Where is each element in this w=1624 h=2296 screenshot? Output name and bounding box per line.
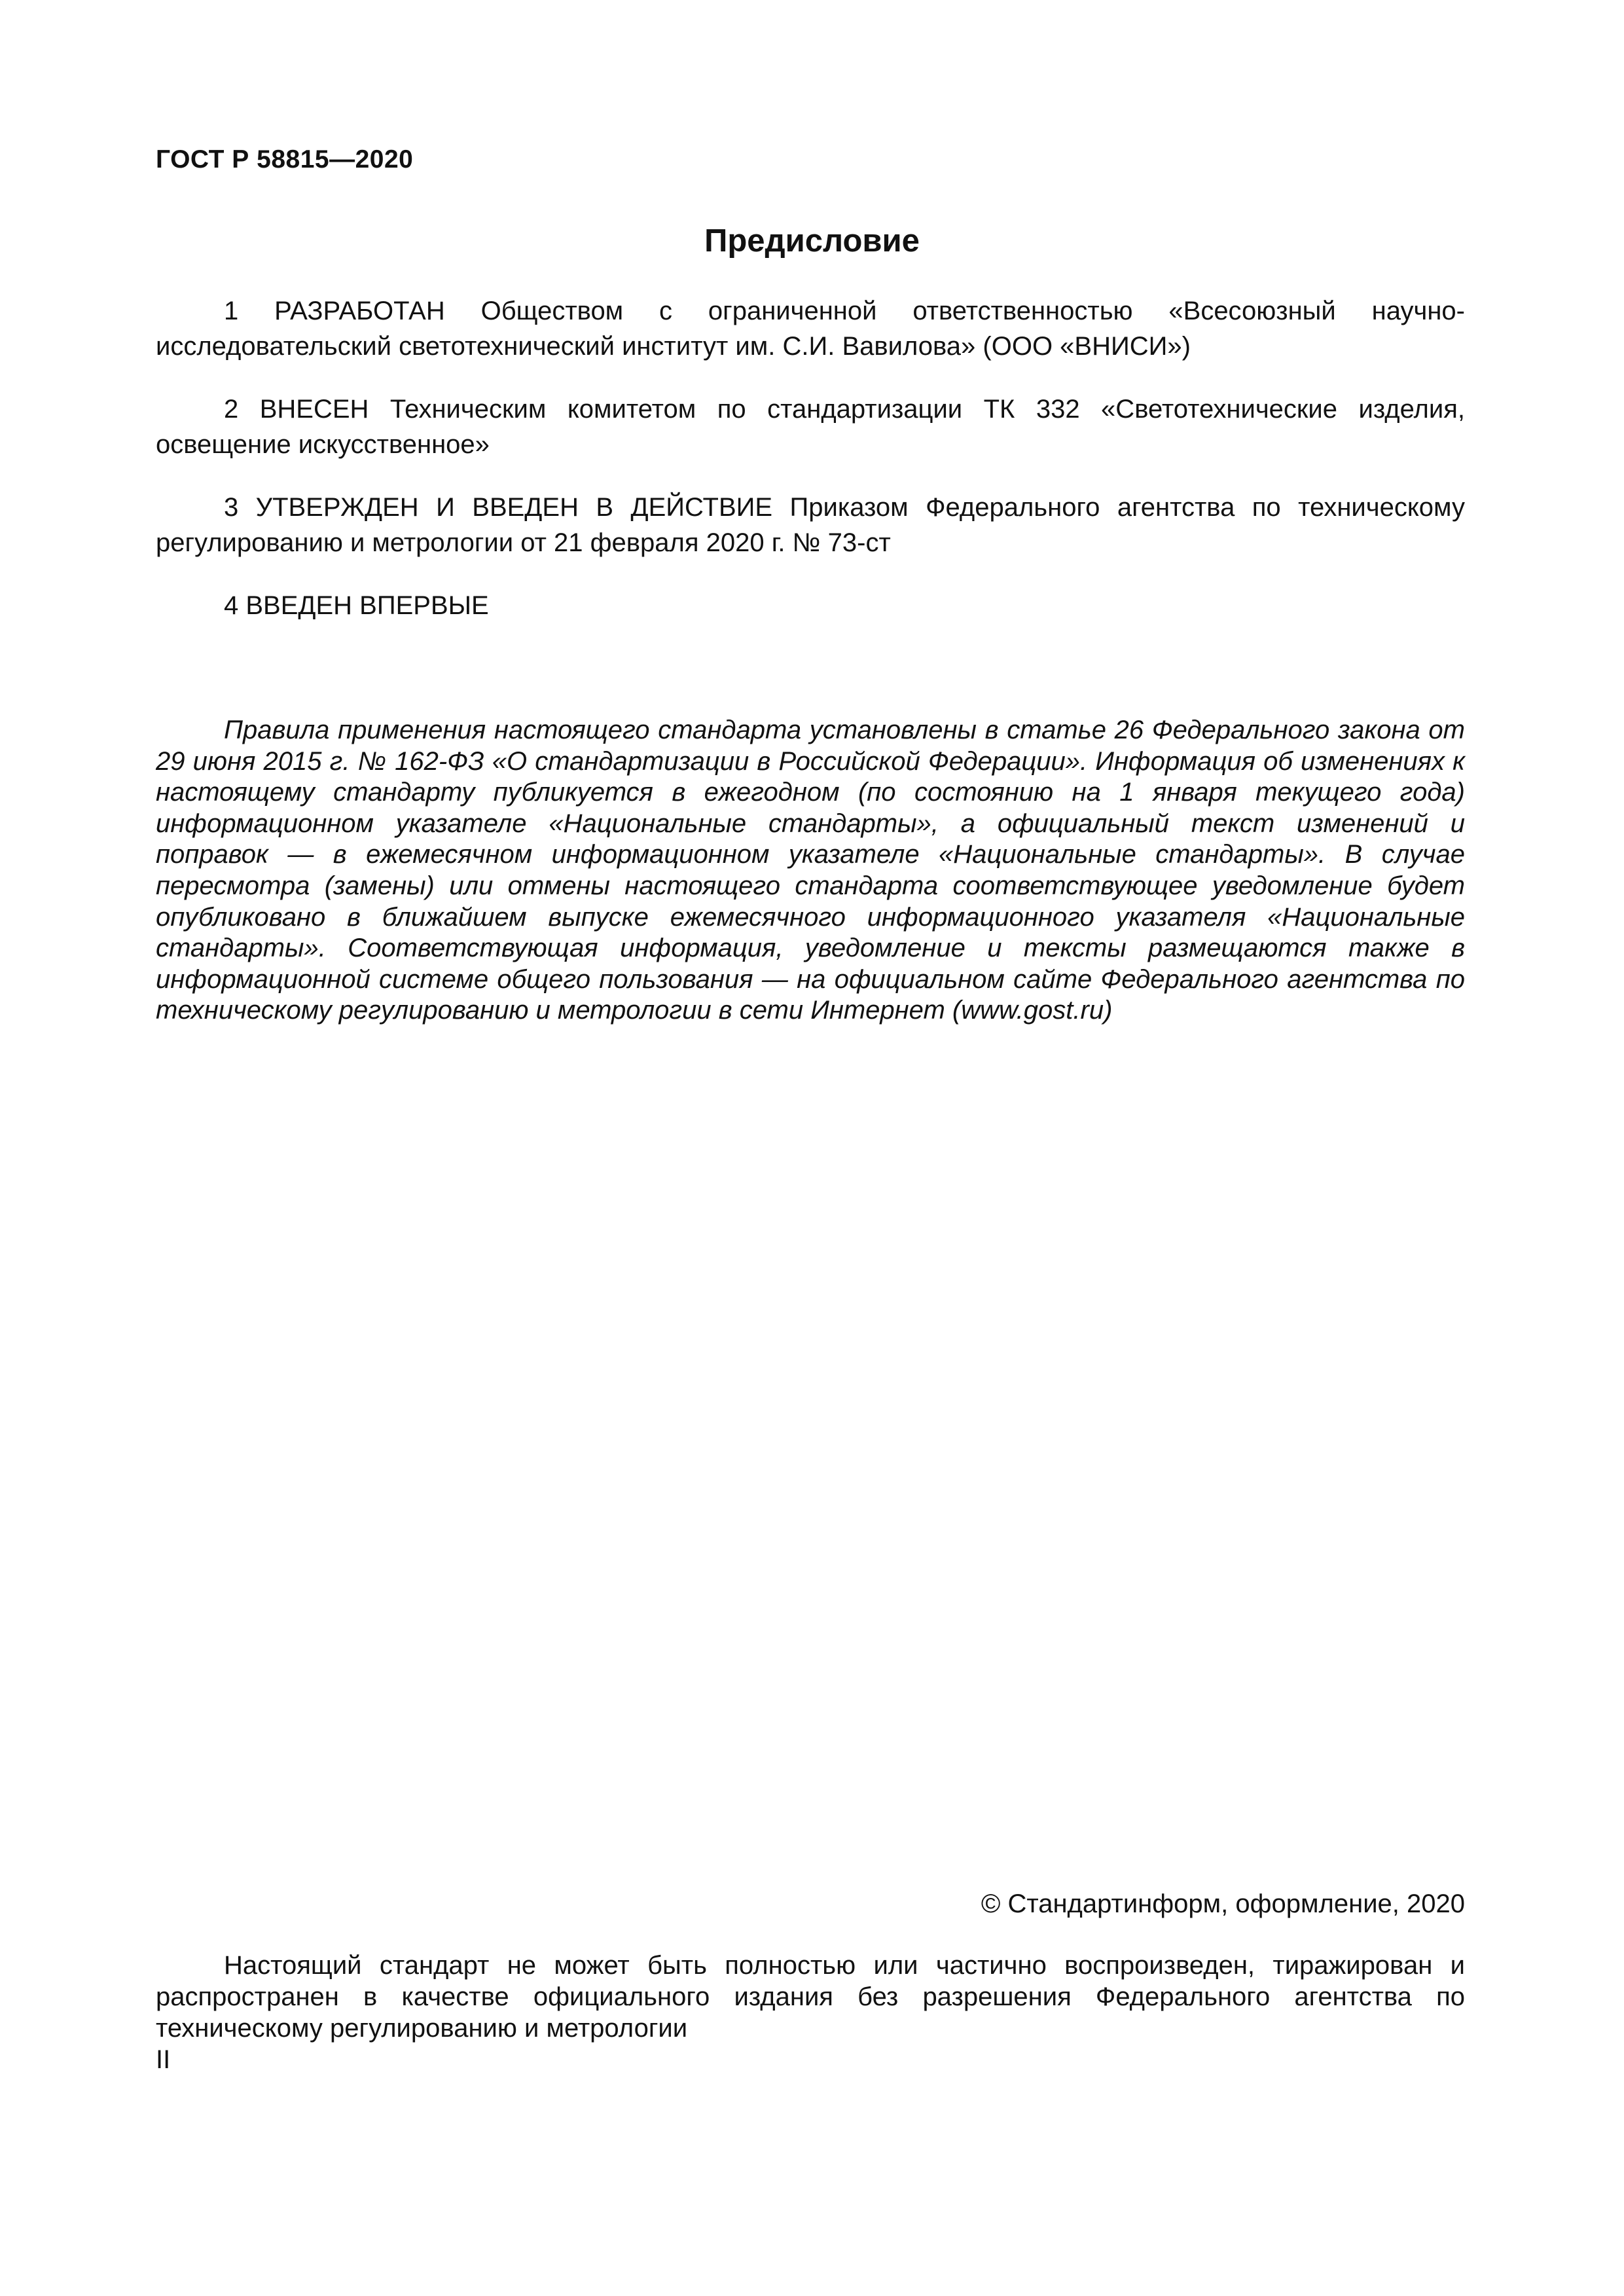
page-number: II [156, 2045, 171, 2074]
reproduction-notice: Настоящий стандарт не может быть полностью или частично воспроизведен, тиражирован и распространен в качестве официального издания без разрешения Федерального агентства по техническому регулированию и метрологии [156, 1951, 1465, 2043]
preface-item-developed: 1 РАЗРАБОТАН Обществом с ограниченной ответственностью «Всесоюзный научно-исследовательский светотехнический институт им. С.И. Вавилова» (ООО «ВНИСИ») [156, 297, 1465, 361]
copyright-line: © Стандартинформ, оформление, 2020 [981, 1889, 1465, 1918]
application-rules-notice: Правила применения настоящего стандарта установлены в статье 26 Федерального закона от 29 июня 2015 г. № 162-ФЗ «О стандартизации в Российской Федерации». Информация об изменениях к настоящему стандарту публикуется в ежегодном (по состоянию на 1 января текущего года) информационном указателе «Национальные стандарты», а официальный текст изменений и поправок — в ежемесячном информационном указателе «Национальные стандарты». В случае пересмотра (замены) или отмены настоящего стандарта соответствующее уведомление будет опубликовано в ближайшем выпуске ежемесячного информационного указателя «Национальные стандарты». Соответствующая информация, уведомление и тексты размещаются также в информационной системе общего пользования — на официальном сайте Федерального агентства по техническому регулированию и метрологии в сети Интернет (www.gost.ru) [156, 716, 1465, 1025]
preface-item-introduced: 4 ВВЕДЕН ВПЕРВЫЕ [224, 591, 489, 620]
preface-items [156, 293, 1465, 651]
section-title: Предисловие [704, 223, 920, 259]
preface-item-submitted: 2 ВНЕСЕН Техническим комитетом по стандартизации ТК 332 «Светотехнические изделия, освещение искусственное» [156, 395, 1465, 459]
document-code: ГОСТ Р 58815—2020 [156, 145, 414, 173]
preface-item-approved: 3 УТВЕРЖДЕН И ВВЕДЕН В ДЕЙСТВИЕ Приказом Федерального агентства по техническому регулированию и метрологии от 21 февраля 2020 г. № 73-ст [156, 493, 1465, 557]
